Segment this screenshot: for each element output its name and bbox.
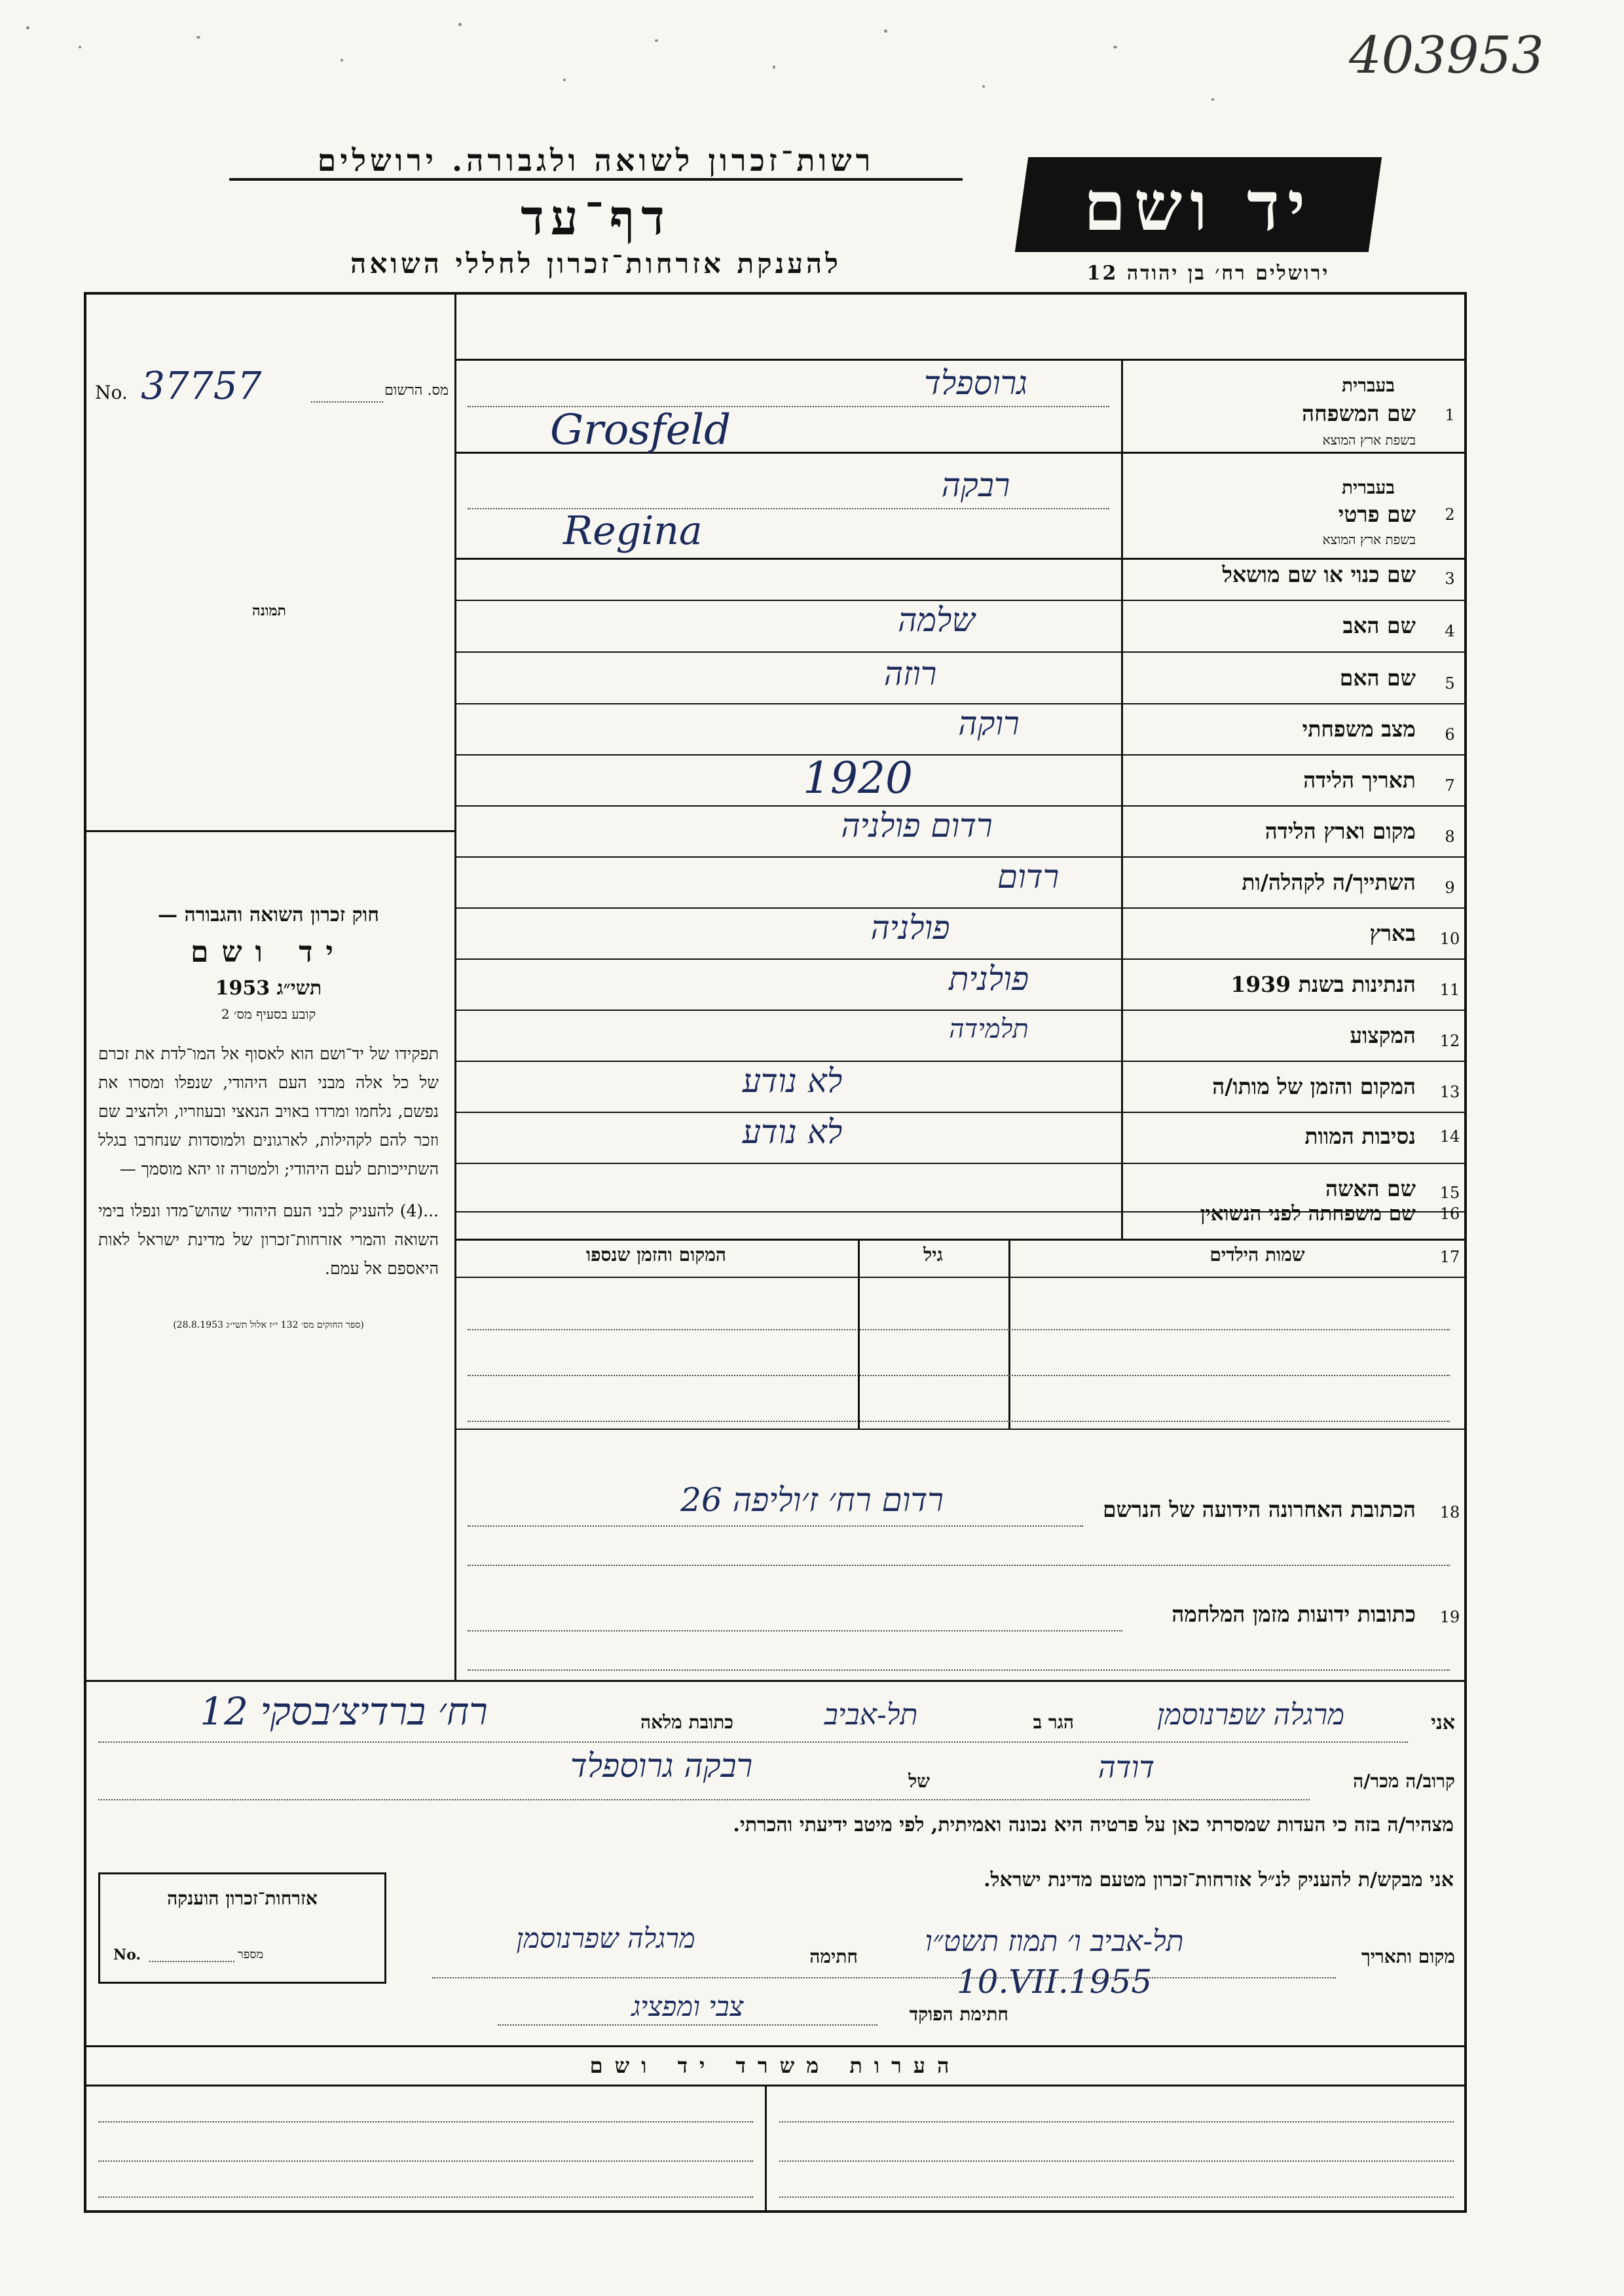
field-5-number: 5 bbox=[1445, 674, 1455, 693]
field-2-value-origin: Regina bbox=[563, 508, 703, 554]
registration-number bbox=[95, 363, 449, 409]
field-2-sub-hebrew: בעברית bbox=[1341, 477, 1395, 498]
registration-label: מס. הרשום bbox=[384, 382, 449, 399]
field-15-label: שם האשה bbox=[1325, 1176, 1416, 1201]
decl-relation: דודה bbox=[1098, 1749, 1155, 1785]
decl-relative-label: קרוב/ה מכר/ה bbox=[1353, 1770, 1455, 1792]
field-13-number: 13 bbox=[1439, 1083, 1460, 1101]
field-12-value: תלמידה bbox=[949, 1014, 1029, 1044]
header-address: ירושלים רח׳ בן יהודה 12 bbox=[1086, 262, 1330, 285]
decl-resides-label: הגר ב bbox=[1033, 1711, 1074, 1733]
field-10-number: 10 bbox=[1439, 930, 1460, 948]
field-6-value: רוקה bbox=[958, 704, 1020, 742]
certificate-title: אזרחות־זכרון הוענקה bbox=[167, 1887, 318, 1909]
field-2-sub-origin: בשפת ארץ המוצא bbox=[1322, 532, 1416, 547]
decl-place-date-value: תל-אביב ו׳ תמוז תשט״ו bbox=[925, 1925, 1184, 1958]
field-9-number: 9 bbox=[1445, 879, 1455, 897]
field-1-value-origin: Grosfeld bbox=[550, 406, 731, 454]
decl-address-value: רח׳ ברדיצ׳בסקי 12 bbox=[200, 1689, 488, 1734]
field-9-value: רדום bbox=[997, 858, 1060, 896]
field-2-number: 2 bbox=[1445, 505, 1455, 524]
law-name: יד ושם bbox=[191, 936, 346, 969]
field-1-sub-hebrew: בעברית bbox=[1341, 374, 1395, 396]
field-18-value: רדום רח׳ ז׳וליפה 26 bbox=[680, 1481, 944, 1519]
page-title: דף־עד bbox=[521, 190, 671, 246]
decl-signature-label: חתימה bbox=[809, 1946, 858, 1967]
field-18-label: הכתובת האחרונה הידועה של הנרשם bbox=[1102, 1497, 1416, 1522]
field-4-value: שלמה bbox=[898, 601, 975, 639]
field-8-value: רדום פולניה bbox=[841, 807, 993, 845]
field-1-value-hebrew: גרוספלד bbox=[924, 364, 1027, 402]
law-clause: קובע בסעיף מס׳ 2 bbox=[221, 1006, 316, 1022]
decl-signature-value: מרגלה שפרנוסמן bbox=[516, 1922, 695, 1954]
page-subtitle: להענקת אזרחות־זכרון לחללי השואה bbox=[350, 247, 841, 280]
field-10-value: פולניה bbox=[870, 909, 950, 947]
field-14-label: נסיבות המוות bbox=[1304, 1123, 1416, 1149]
field-16-number: 16 bbox=[1439, 1205, 1460, 1223]
field-11-number: 11 bbox=[1439, 981, 1460, 999]
registration-value: 37757 bbox=[141, 363, 262, 408]
field-2-value-hebrew: רבקה bbox=[941, 466, 1010, 504]
field-1-number: 1 bbox=[1445, 406, 1455, 424]
field-5-label: שם האם bbox=[1339, 665, 1416, 691]
field-15-number: 15 bbox=[1439, 1184, 1460, 1202]
decl-statement: מצהיר/ה בזה כי העדות שמסרתי כאן על פרטיה היא נכונה ואמיתית, לפי מיטב ידיעתי והכרתי. bbox=[733, 1813, 1454, 1836]
field-4-label: שם האב bbox=[1342, 613, 1416, 638]
decl-of-label: של bbox=[908, 1770, 930, 1792]
field-11-value: פולנית bbox=[948, 960, 1029, 998]
decl-place-date-label: מקום ותאריך bbox=[1361, 1946, 1455, 1967]
field-4-number: 4 bbox=[1445, 622, 1455, 640]
registration-prefix: No. bbox=[95, 382, 128, 403]
field-7-value: 1920 bbox=[803, 753, 913, 803]
certificate-box bbox=[98, 1872, 386, 1984]
law-year: תשי״ג 1953 bbox=[215, 977, 322, 1000]
children-col-age: גיל bbox=[923, 1244, 943, 1266]
law-paragraph-1: תפקידו של יד־ושם הוא לאסוף אל המו־לדת את זכרם של כל אלה מבני העם היהודי, שנפלו ומסרו את נפשם, נלחמו ומרדו באויב הנאצי ובעוזריו, ולהציב שם וזכר להם לקהילות, לארגונים ולמוסדות שנחרבו בגלל השתייכותם לעם היהודי; ולמטרה זו יהא מוסמך — bbox=[98, 1044, 439, 1178]
decl-date-latin: 10.VII.1955 bbox=[956, 1963, 1153, 2001]
decl-declarant: מרגלה שפרנוסמן bbox=[1156, 1698, 1345, 1732]
field-19-label: כתובות ידועות מזמן המלחמה bbox=[1172, 1601, 1416, 1627]
field-13-value: לא נודע bbox=[742, 1062, 843, 1100]
law-title: חוק זכרון השואה והגבורה — bbox=[158, 903, 379, 926]
decl-official-value: צבי ומפציג bbox=[631, 1990, 744, 2022]
field-1-sub-origin: בשפת ארץ המוצא bbox=[1322, 432, 1416, 448]
decl-city: תל-אביב bbox=[824, 1698, 918, 1732]
decl-request: אני מבקש/ת להעניק לנ״ל אזרחות־זכרון מטעם מדינת ישראל. bbox=[984, 1868, 1454, 1891]
field-5-value: רוזה bbox=[883, 655, 937, 693]
law-panel bbox=[98, 903, 439, 1331]
children-number: 17 bbox=[1439, 1248, 1460, 1266]
field-7-number: 7 bbox=[1445, 776, 1455, 795]
children-col-place: המקום והזמן שנספו bbox=[586, 1244, 726, 1266]
field-8-label: מקום וארץ הלידה bbox=[1264, 818, 1416, 844]
field-12-number: 12 bbox=[1439, 1032, 1460, 1050]
field-14-value: לא נודע bbox=[742, 1113, 843, 1151]
field-3-label: שם כנוי או שם מושאל bbox=[1222, 562, 1416, 587]
decl-official-label: חתימת הפוקד bbox=[909, 2003, 1008, 2025]
field-14-number: 14 bbox=[1439, 1127, 1460, 1146]
archive-number: 403953 bbox=[1349, 26, 1544, 85]
office-notes-title: הערות משרד יד ושם bbox=[589, 2053, 961, 2078]
field-1-label: שם המשפחה bbox=[1302, 401, 1416, 426]
field-11-label: הנתינות בשנת 1939 bbox=[1230, 972, 1416, 997]
field-13-label: המקום והזמן של מותו/ה bbox=[1212, 1074, 1416, 1099]
field-6-label: מצב משפחתי bbox=[1302, 716, 1416, 742]
decl-address-label: כתובת מלאה bbox=[640, 1711, 733, 1733]
law-paragraph-2: ...(4) להעניק לבני העם היהודי שהוש־מדו ונפלו בימי השואה והמרי אזרחות־זכרון של מדינת ישראל לאות היאספם אל עמם. bbox=[98, 1201, 439, 1278]
certificate-number-label: מספר bbox=[238, 1948, 264, 1961]
field-7-label: תאריך הלידה bbox=[1303, 767, 1416, 793]
children-col-names: שמות הילדים bbox=[1209, 1244, 1305, 1266]
field-8-number: 8 bbox=[1445, 828, 1455, 846]
field-10-label: בארץ bbox=[1369, 920, 1416, 946]
authority-title: רשות־זכרון לשואה ולגבורה. ירושלים bbox=[229, 143, 963, 181]
certificate-no: No. bbox=[113, 1946, 141, 1963]
field-19-number: 19 bbox=[1439, 1608, 1460, 1626]
field-3-number: 3 bbox=[1445, 570, 1455, 588]
photo-label: תמונה bbox=[252, 602, 286, 619]
field-18-number: 18 bbox=[1439, 1503, 1460, 1522]
law-footnote: (ספר החוקים מס׳ 132 י״ז אלול תשי״ג 28.8.1953) bbox=[173, 1320, 364, 1330]
decl-ani: אני bbox=[1431, 1711, 1455, 1734]
logo-text: יד ושם bbox=[1083, 166, 1314, 246]
field-16-label: שם משפחתה לפני הנשואין bbox=[1200, 1202, 1416, 1226]
field-9-label: השתייך/ה לקהלה/ות bbox=[1242, 869, 1416, 895]
field-2-label: שם פרטי bbox=[1338, 501, 1416, 527]
decl-subject: רבקה גרוספלד bbox=[570, 1747, 753, 1785]
field-6-number: 6 bbox=[1445, 725, 1455, 744]
field-12-label: המקצוע bbox=[1350, 1023, 1416, 1048]
